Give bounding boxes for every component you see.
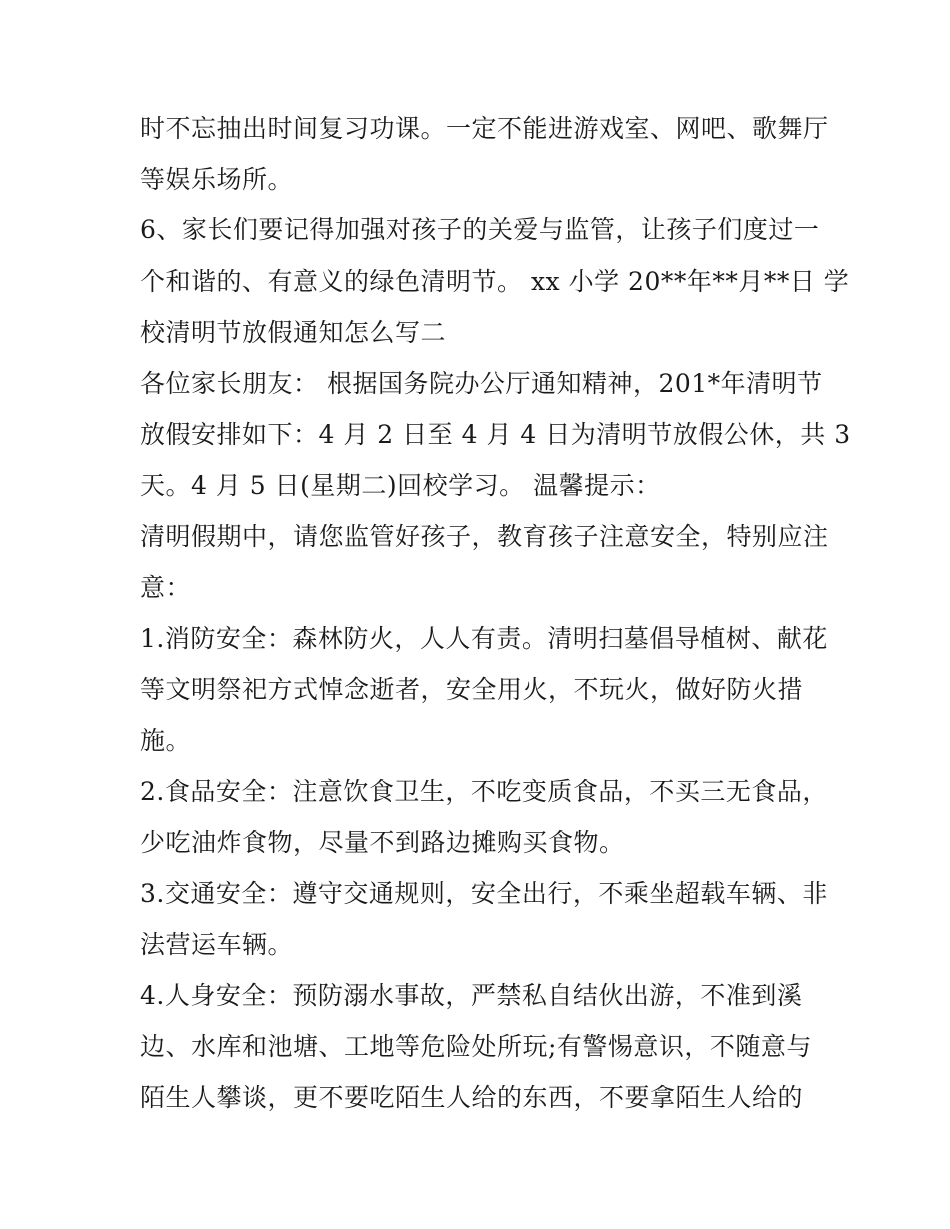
text-line: 天。4 月 5 日(星期二)回校学习。 温馨提示： bbox=[140, 471, 661, 500]
text-line: 少吃油炸食物，尽量不到路边摊购买食物。 bbox=[140, 828, 625, 857]
text-line: 施。 bbox=[140, 726, 192, 755]
text-line: 3.交通安全：遵守交通规则，安全出行，不乘坐超载车辆、非 bbox=[140, 879, 828, 908]
text-line: 2.食品安全：注意饮食卫生，不吃变质食品，不买三无食品， bbox=[140, 777, 828, 806]
text-line: 意： bbox=[140, 573, 192, 602]
text-line: 清明假期中，请您监管好孩子，教育孩子注意安全，特别应注 bbox=[140, 522, 829, 551]
text-line: 4.人身安全：预防溺水事故，严禁私自结伙出游，不准到溪 bbox=[140, 981, 803, 1010]
text-line: 1.消防安全：森林防火，人人有责。清明扫墓倡导植树、献花 bbox=[140, 624, 828, 653]
text-line: 等文明祭祀方式悼念逝者，安全用火，不玩火，做好防火措 bbox=[140, 675, 804, 704]
text-line: 法营运车辆。 bbox=[140, 930, 294, 959]
text-line: 6、家长们要记得加强对孩子的关爱与监管，让孩子们度过一 bbox=[140, 215, 820, 244]
text-line: 等娱乐场所。 bbox=[140, 165, 294, 194]
text-line: 校清明节放假通知怎么写二 bbox=[140, 318, 447, 347]
text-line: 边、水库和池塘、工地等危险处所玩;有警惕意识，不随意与 bbox=[140, 1032, 812, 1061]
text-line: 各位家长朋友： 根据国务院办公厅通知精神，201*年清明节 bbox=[140, 369, 823, 398]
text-line: 陌生人攀谈，更不要吃陌生人给的东西，不要拿陌生人给的 bbox=[140, 1083, 804, 1112]
text-line: 放假安排如下：4 月 2 日至 4 月 4 日为清明节放假公休，共 3 bbox=[140, 420, 851, 449]
text-line: 时不忘抽出时间复习功课。一定不能进游戏室、网吧、歌舞厅 bbox=[140, 114, 829, 143]
text-line: 个和谐的、有意义的绿色清明节。 xx 小学 20**年**月**日 学 bbox=[140, 267, 850, 296]
